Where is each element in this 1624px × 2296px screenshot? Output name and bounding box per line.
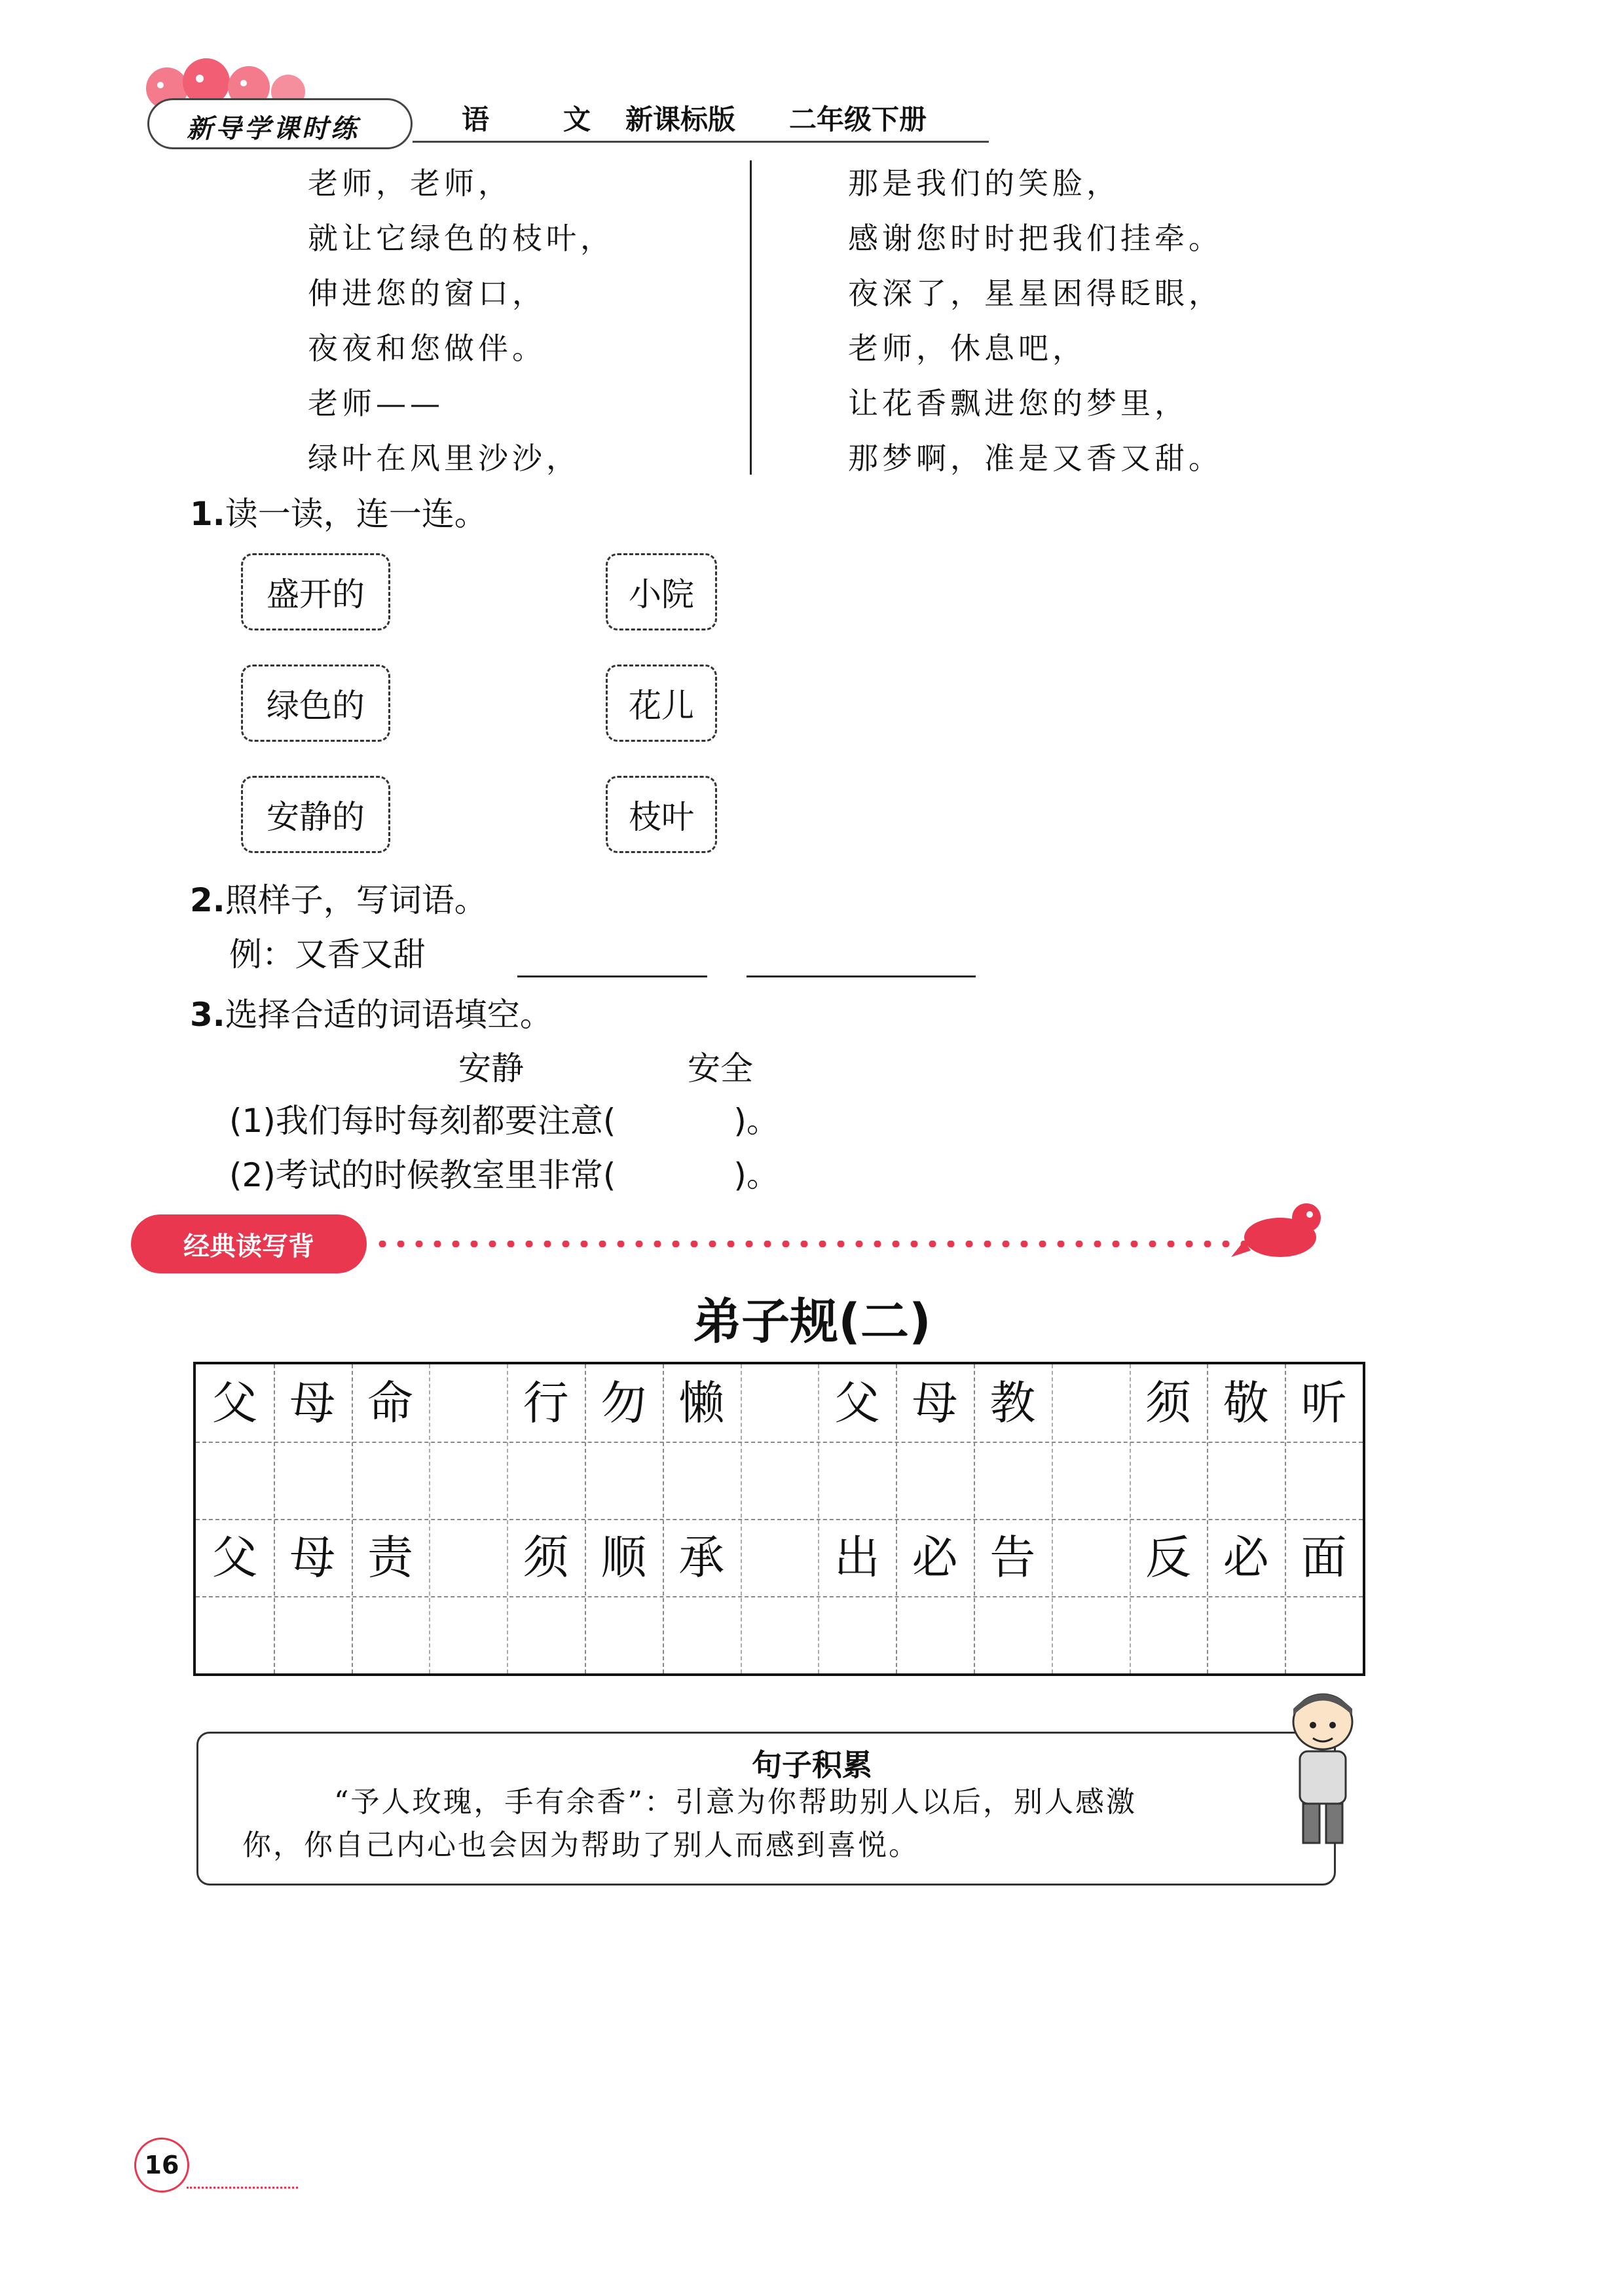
poem-line: 绿叶在风里沙沙，: [308, 441, 580, 476]
series-title: 新导学课时练: [187, 114, 360, 144]
dotted-separator: [373, 1241, 1257, 1247]
option-word-2: 安全: [688, 1049, 753, 1087]
character-grid: [193, 1362, 1365, 1676]
poem-line: 感谢您时时把我们挂牵。: [848, 221, 1223, 256]
grid-character: 父: [212, 1376, 258, 1430]
grid-character: 告: [989, 1531, 1036, 1584]
sentence-line-2: 你，你自己内心也会因为帮助了别人而感到喜悦。: [242, 1829, 919, 1862]
question-1-number: 1.: [190, 495, 225, 533]
grid-character: 面: [1301, 1531, 1347, 1584]
poem-line: 老师，休息吧，: [848, 331, 1086, 366]
grid-character: 父: [212, 1531, 258, 1584]
poem-line: 就让它绿色的枝叶，: [308, 221, 614, 256]
match-left-2[interactable]: 绿色的: [241, 665, 390, 742]
grid-character: 父: [834, 1376, 880, 1430]
poem-line: 让花香飘进您的梦里，: [848, 386, 1189, 421]
question-1-text: 读一读，连一连。: [225, 495, 487, 533]
edition-label: 新课标版: [625, 103, 736, 136]
match-right-3[interactable]: 枝叶: [606, 776, 717, 853]
grid-character: 责: [367, 1531, 413, 1584]
header-underline: [413, 141, 989, 143]
grid-character: 敬: [1223, 1376, 1269, 1430]
answer-blank-2[interactable]: [747, 975, 976, 977]
grade-label: 二年级下册: [789, 103, 927, 136]
page-number: 16: [134, 2138, 189, 2193]
question-3: [190, 989, 553, 1036]
section-title: 弟子规(二): [693, 1294, 931, 1350]
grid-character: 出: [834, 1531, 880, 1584]
grid-character: 母: [912, 1376, 958, 1430]
match-right-1[interactable]: 小院: [606, 553, 717, 630]
match-left-1[interactable]: 盛开的: [241, 553, 390, 630]
question-2: [190, 874, 487, 921]
grid-character: 须: [1145, 1376, 1191, 1430]
question-2-example: 例：又香又甜: [229, 936, 426, 974]
answer-blank-1[interactable]: [517, 975, 707, 977]
sentence-line-1: “予人玫瑰，手有余香”：引意为你帮助别人以后，别人感激: [334, 1785, 1137, 1819]
sentence-body: [242, 1781, 1303, 1867]
grid-character: 懒: [678, 1376, 725, 1430]
question-3-text: 选择合适的词语填空。: [225, 996, 553, 1034]
question-3-sentence-2: [229, 1149, 779, 1196]
subject-char-1: 语: [462, 103, 490, 136]
poem-left-column: [308, 156, 614, 486]
question-2-text: 照样子，写词语。: [225, 881, 487, 919]
sentence-1-end: )。: [733, 1102, 779, 1140]
grid-character: 教: [989, 1376, 1036, 1430]
option-word-1: 安静: [458, 1049, 524, 1087]
question-1: [190, 488, 487, 535]
grid-character: 顺: [600, 1531, 647, 1584]
grid-character: 母: [289, 1531, 336, 1584]
poem-line: 老师——: [308, 386, 444, 421]
subject-char-2: 文: [563, 103, 591, 136]
question-2-number: 2.: [190, 881, 225, 919]
sentence-2-start: (2)考试的时候教室里非常(: [229, 1156, 616, 1194]
poem-divider: [750, 160, 752, 475]
dragon-decoration-icon: [1231, 1195, 1329, 1267]
grid-character: 反: [1145, 1531, 1191, 1584]
poem-line: 夜深了，星星困得眨眼，: [848, 276, 1223, 311]
poem-line: 伸进您的窗口，: [308, 276, 546, 311]
grid-row-line: [196, 1596, 1363, 1597]
sentence-title: 句子积累: [752, 1747, 872, 1783]
grid-character: 行: [523, 1376, 569, 1430]
grid-character: 承: [678, 1531, 725, 1584]
sentence-2-end: )。: [733, 1156, 779, 1194]
boy-cartoon-icon: [1277, 1689, 1369, 1853]
poem-line: 夜夜和您做伴。: [308, 331, 546, 366]
grid-character: 母: [289, 1376, 336, 1430]
question-3-number: 3.: [190, 996, 225, 1034]
grid-character: 听: [1301, 1376, 1347, 1430]
question-3-sentence-1: [229, 1095, 779, 1142]
grid-character: 必: [1223, 1531, 1269, 1584]
page-number-underline: [187, 2187, 298, 2189]
match-left-3[interactable]: 安静的: [241, 776, 390, 853]
grid-row-line: [196, 1442, 1363, 1443]
section-banner: 经典读写背: [131, 1214, 367, 1273]
grid-character: 勿: [600, 1376, 647, 1430]
sentence-1-start: (1)我们每时每刻都要注意(: [229, 1102, 616, 1140]
poem-line: 那梦啊，准是又香又甜。: [848, 441, 1223, 476]
grid-character: 须: [523, 1531, 569, 1584]
grid-character: 命: [367, 1376, 413, 1430]
poem-line: 那是我们的笑脸，: [848, 166, 1120, 201]
grid-character: 必: [912, 1531, 958, 1584]
poem-line: 老师，老师，: [308, 166, 512, 201]
poem-right-column: [848, 156, 1223, 486]
match-right-2[interactable]: 花儿: [606, 665, 717, 742]
